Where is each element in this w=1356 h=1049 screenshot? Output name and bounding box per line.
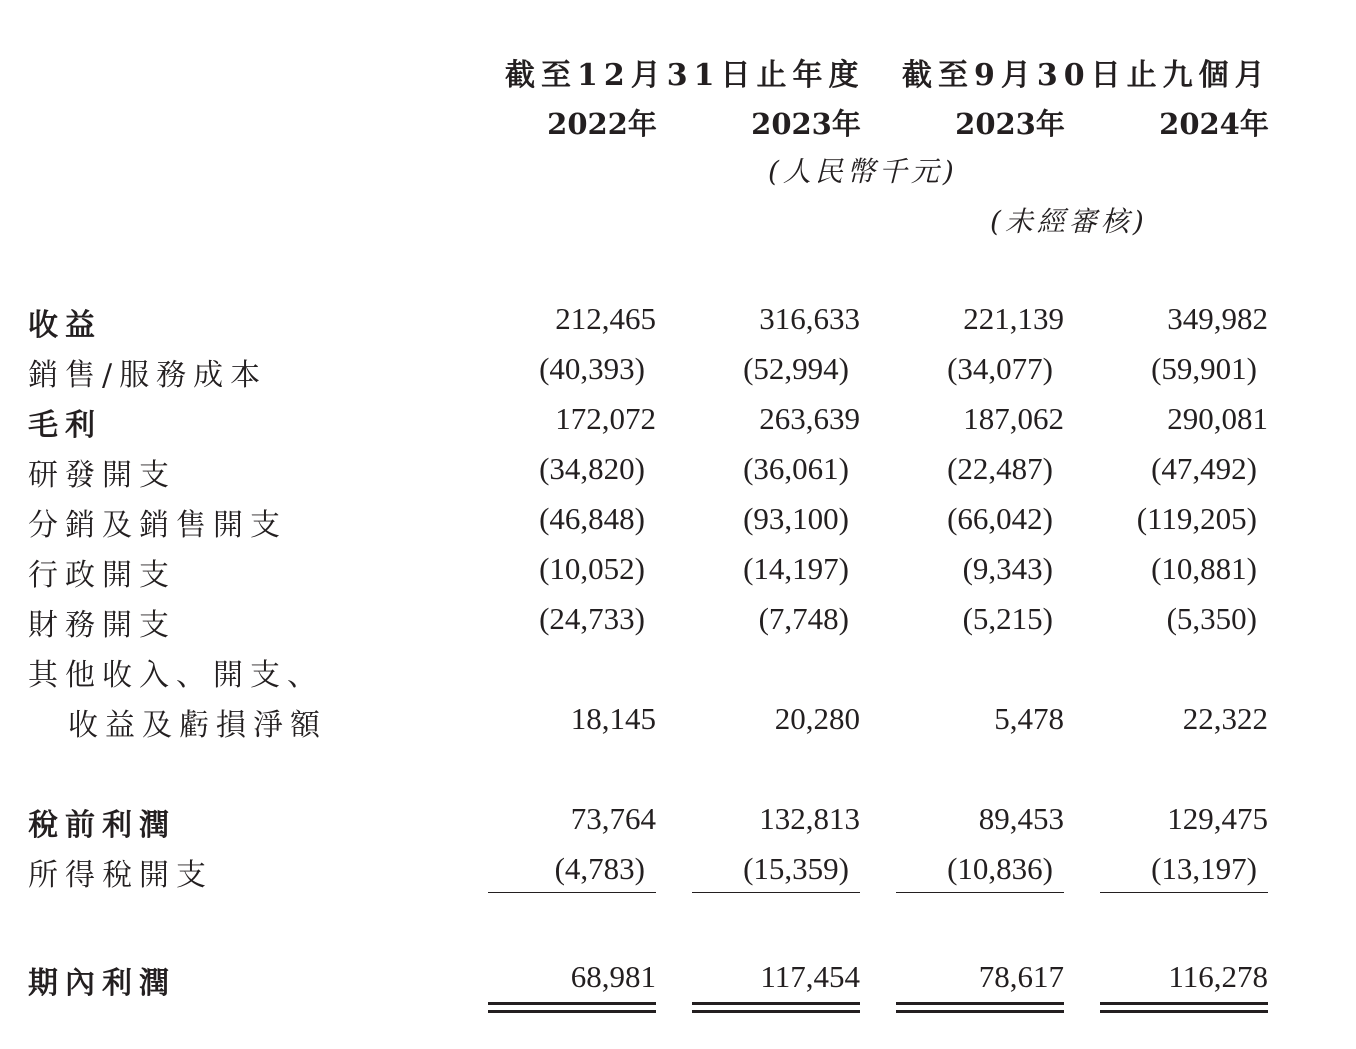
value-cell: (52,994) [743, 351, 849, 386]
value-cell: (22,487) [947, 451, 1053, 486]
subtotal-rule [692, 892, 860, 893]
value-cell: 172,072 [555, 401, 656, 436]
subtotal-rule [488, 892, 656, 893]
value-cell: 18,145 [570, 701, 656, 736]
currency-unit-note: (人民幣千元) [768, 155, 958, 188]
value-cell: (24,733) [539, 601, 645, 636]
subtotal-rule [896, 892, 1064, 893]
value-cell: (5,215) [962, 601, 1053, 636]
year-header: 2023年 [955, 107, 1065, 141]
value-cell: 117,454 [760, 959, 860, 994]
value-cell: (10,836) [947, 851, 1053, 886]
value-cell: (59,901) [1151, 351, 1257, 386]
row-label: 行政開支 [28, 558, 176, 593]
total-double-rule [1100, 1002, 1268, 1011]
value-cell: 263,639 [759, 401, 860, 436]
value-cell: 73,764 [570, 801, 656, 836]
value-cell: (14,197) [743, 551, 849, 586]
value-cell: (9,343) [962, 551, 1053, 586]
row-label: 期內利潤 [28, 966, 176, 1001]
value-cell: (119,205) [1136, 501, 1257, 536]
value-cell: 20,280 [774, 701, 860, 736]
value-cell: (66,042) [947, 501, 1053, 536]
total-double-rule [896, 1002, 1064, 1011]
total-double-rule [692, 1002, 860, 1011]
value-cell: 22,322 [1182, 701, 1268, 736]
row-label: 收益 [28, 308, 102, 343]
value-cell: 290,081 [1167, 401, 1268, 436]
row-label: 稅前利潤 [28, 808, 176, 843]
value-cell: (13,197) [1151, 851, 1257, 886]
value-cell: 116,278 [1168, 959, 1268, 994]
value-cell: 68,981 [570, 959, 656, 994]
value-cell: 5,478 [994, 701, 1064, 736]
value-cell: 221,139 [963, 301, 1064, 336]
year-header: 2024年 [1159, 107, 1269, 141]
row-label-continuation: 收益及虧損淨額 [68, 708, 327, 743]
value-cell: (46,848) [539, 501, 645, 536]
value-cell: 89,453 [978, 801, 1064, 836]
value-cell: (36,061) [743, 451, 849, 486]
unaudited-note: (未經審核) [990, 205, 1148, 238]
value-cell: (34,820) [539, 451, 645, 486]
row-label: 所得稅開支 [28, 858, 213, 893]
value-cell: (10,881) [1151, 551, 1257, 586]
header-period-full-year: 截至12月31日止年度 [505, 58, 865, 93]
value-cell: 132,813 [759, 801, 860, 836]
row-label: 研發開支 [28, 458, 176, 493]
row-label: 銷售/服務成本 [28, 358, 268, 393]
value-cell: (7,748) [758, 601, 849, 636]
value-cell: 78,617 [978, 959, 1064, 994]
value-cell: (10,052) [539, 551, 645, 586]
value-cell: 129,475 [1167, 801, 1268, 836]
value-cell: (4,783) [554, 851, 645, 886]
year-header: 2023年 [751, 107, 861, 141]
year-header: 2022年 [547, 107, 657, 141]
row-label: 其他收入、開支、 [28, 658, 324, 693]
row-label: 毛利 [28, 408, 102, 443]
header-period-nine-months: 截至9月30日止九個月 [902, 58, 1271, 93]
value-cell: (34,077) [947, 351, 1053, 386]
row-label: 財務開支 [28, 608, 176, 643]
value-cell: (47,492) [1151, 451, 1257, 486]
value-cell: (15,359) [743, 851, 849, 886]
total-double-rule [488, 1002, 656, 1011]
value-cell: 187,062 [963, 401, 1064, 436]
value-cell: (40,393) [539, 351, 645, 386]
row-label: 分銷及銷售開支 [28, 508, 287, 543]
value-cell: 212,465 [555, 301, 656, 336]
value-cell: (5,350) [1166, 601, 1257, 636]
subtotal-rule [1100, 892, 1268, 893]
value-cell: (93,100) [743, 501, 849, 536]
value-cell: 316,633 [759, 301, 860, 336]
value-cell: 349,982 [1167, 301, 1268, 336]
